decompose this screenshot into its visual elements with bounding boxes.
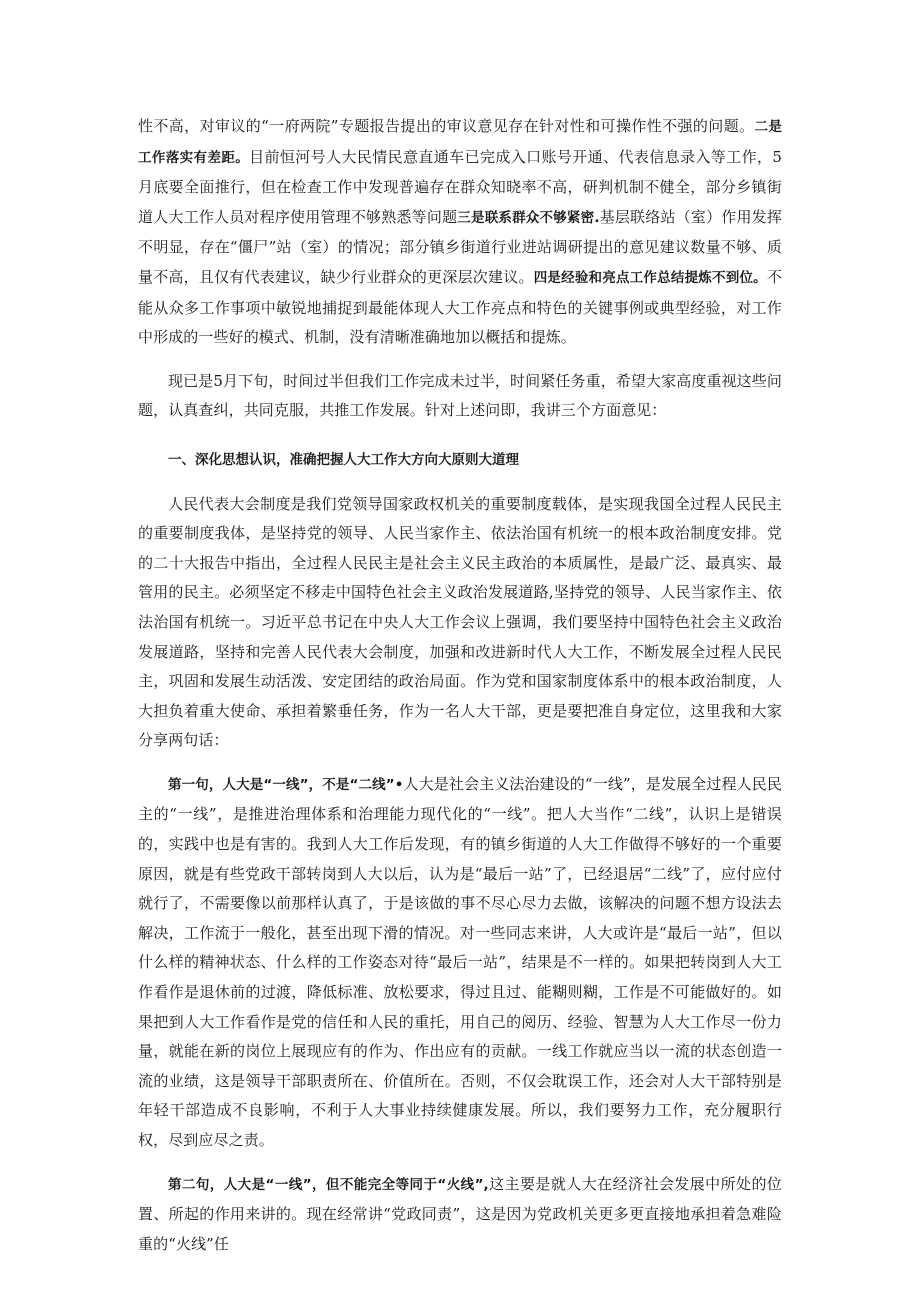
section-heading-1: 一、深化思想认识，准确把握人大工作大方向大原则大道理 [168,451,519,468]
paragraph-text: 这主要是就人大在经济社会发展中所处的位置、所起的作用来讲的。现在经常讲“党政同责”，这是因为党政机关更多更直接地承担着急难险重的“火线”任 [138,1174,783,1253]
paragraph-text: 性不高，对审议的“一府两院”专题报告提出的审议意见存在针对性和可操作性不强的问题。 [138,117,755,135]
paragraph-timeline: 现已是5月下旬，时间过半但我们工作完成未过半，时间紧任务重，希望大家高度重视这些问题，认真查纠，共同克服，共推工作发展。针对上述问即，我讲三个方面意见： [138,371,782,420]
paragraph-text: 基层联络站（室）作用发挥不明显，存在“僵尸”站（室）的情况；部分镇乡街道行业进站调研提出的意见建议数量不够、质量不高，且仅有代表建议，缺少行业群众的更深层次建议。 [138,207,782,286]
paragraph-text: 人大是社会主义法治建设的“一线”，是发展全过程人民民主的“一线”，是推进治理体系和治理能力现代化的“一线”。把人大当作“二线”，认识上是错误的，实践中也是有害的。我到人大工作后发现，有的镇乡街道的人大工作做得不够好的一个重要原因，就是有些党政干部转岗到人大以后，认为是“最后一站”了，已经退居“二线”了，应付应付就行了，不需要像以前那样认真了，于是该做的事不尽心尽力去做，该解决的问题不想方设法去解决，工作流于一般化，甚至出现下滑的情况。对一些同志来讲，人大或许是“最后一站”，但以什么样的精神状态、什么样的工作姿态对待“最后一站”，结果是不一样的。如果把转岗到人大工作看作是退休前的过渡，降低标准、放松要求，得过且过、能糊则糊，工作是不可能做好的。如果把到人大工作看作是党的信任和人民的重托，用自己的阅历、经验、智慧为人大工作尽一份力量，就能在新的岗位上展现应有的作为、作出应有的贡献。一线工作就应当以一流的状态创造一流的业绩，这是领导干部职责所在、价值所在。否则，不仅会耽误工作，还会对人大干部特别是年轻干部造成不良影响，不利于人大事业持续健康发展。所以，我们要努力工作，充分履职行权，尽到应尽之责。 [138,774,782,1149]
paragraph-text: 目前恒河号人大民情民意直通车已完成入口账号开通、代表信息录入等工作，5月底要全面推行，但在检查工作中发现普遍存在群众知晓率不高，研判机制不健全，部分乡镇街道人大工作人员对程序使用管理不够熟悉等问题 [138,147,782,226]
document-page [138,112,782,1259]
paragraph-second-sentence [138,1170,782,1260]
paragraph-first-sentence [138,770,782,1156]
bold-point-4: 四是经验和亮点工作总结提炼不到位。 [533,269,767,286]
paragraph-system: 人民代表大会制度是我们党领导国家政权机关的重要制度载体，是实现我国全过程人民民主的重要制度我体，是坚持党的领导、人民当家作主、依法治国有机统一的根本政治制度安排。党的二十大报告中指出，全过程人民民主是社会主义民主政治的本质属性，是最广泛、最真实、最管用的民主。必须坚定不移走中国特色社会主义政治发展道路,坚持党的领导、人民当家作主、依法治国有机统一。习近平总书记在中央人大工作会议上强调，我们要坚持中国特色社会主义政治发展道路，坚持和完善人民代表大会制度，加强和改进新时代人大工作，不断发展全过程人民民主，巩固和发展生动活泼、安定团结的政治局面。作为党和国家制度体系中的根本政治制度，人大担负着重大使命、承担着繁垂任务，作为一名人大干部，更是要把准自身定位，这里我和大家分享两句话： [138,494,782,750]
bold-point-3: 三是联系群众不够紧密. [457,209,600,226]
paragraph-problems [138,112,782,353]
bold-point-2: 二是工作落实有差距。 [138,119,782,166]
bold-lead-first: 第一句，人大是“一线”，不是“二线”• [168,776,404,793]
paragraph-text: 不能从众多工作事项中敏锐地捕捉到最能体现人大工作亮点和特色的关键事例或典型经验，对工作中形成的一些好的模式、机制，没有清晰准确地加以概括和提炼。 [138,267,783,347]
bold-lead-second: 第二句，人大是“一线”，但不能完全等同于“火线”, [168,1176,489,1193]
